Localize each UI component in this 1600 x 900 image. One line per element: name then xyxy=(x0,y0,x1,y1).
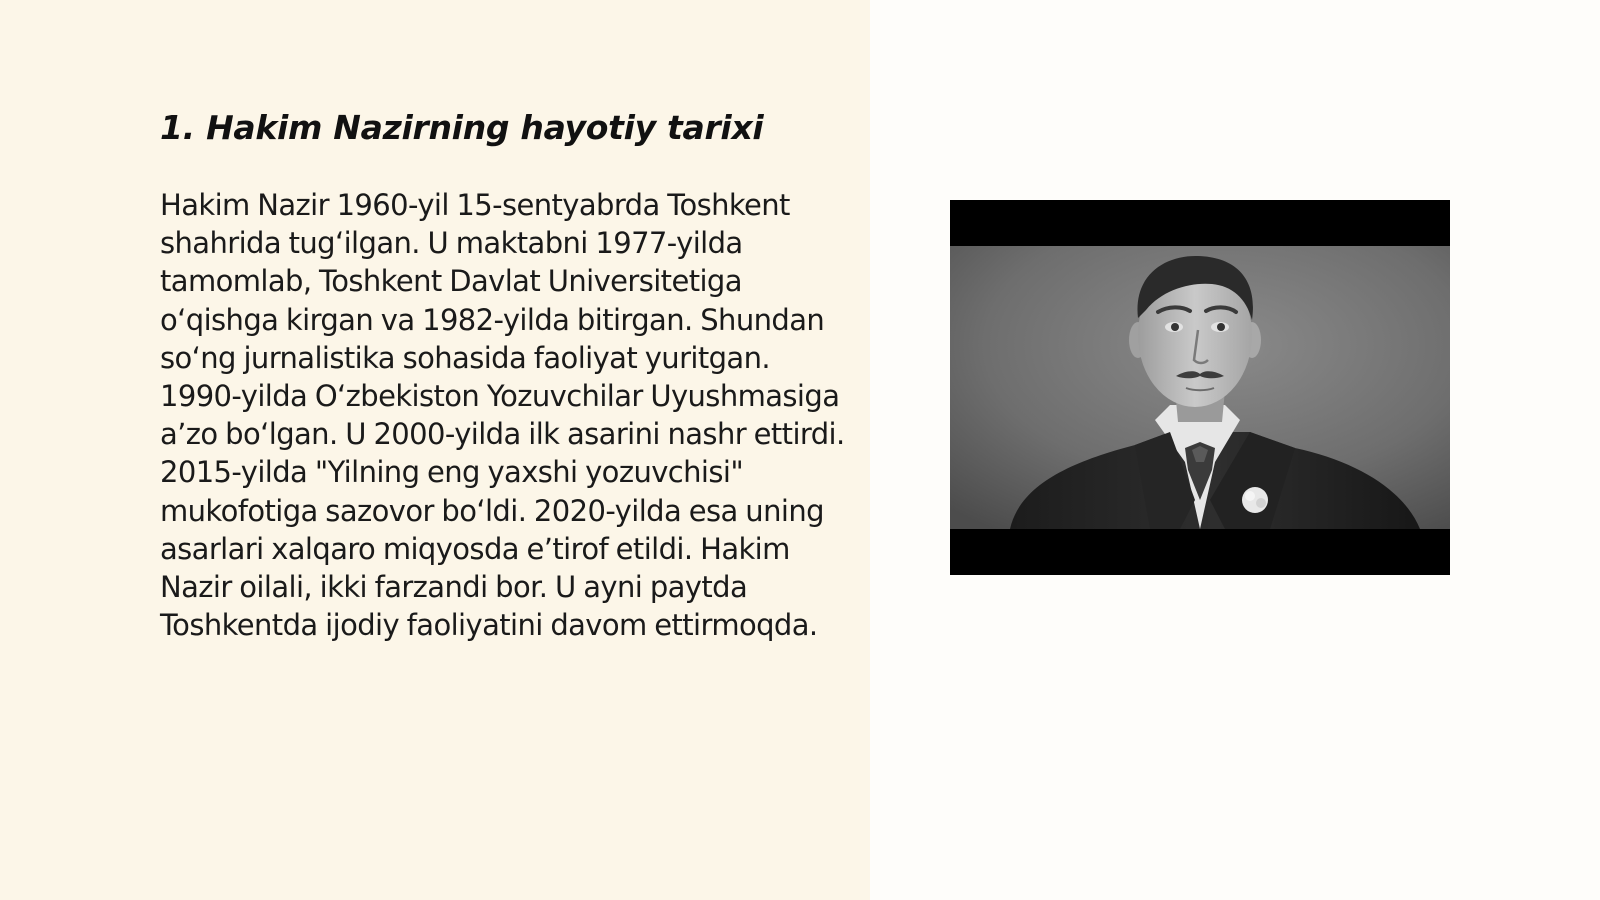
portrait-image xyxy=(950,200,1450,575)
slide-title: 1. Hakim Nazirning hayotiy tarixi xyxy=(160,108,764,147)
portrait-photo xyxy=(950,200,1450,575)
slide-body-text: Hakim Nazir 1960-yil 15-sentyabrda Toshkent shahrida tug‘ilgan. U maktabni 1977-yilda tamomlab, Toshkent Davlat Universitetiga o‘qishga kirgan va 1982-yilda bitirgan. Shundan so‘ng jurnalistika sohasida faoliyat yuritgan. 1990-yilda O‘zbekiston Yozuvchilar Uyushmasiga a’zo bo‘lgan. U 2000-yilda ilk asarini nashr ettirdi. 2015-yilda "Yilning eng yaxshi yozuvchisi" mukofotiga sazovor bo‘ldi. 2020-yilda esa uning asarlari xalqaro miqyosda e’tirof etildi. Hakim Nazir oilali, ikki farzandi bor. U ayni paytda Toshkentda ijodiy faoliyatini davom ettirmoqda. xyxy=(160,188,845,643)
